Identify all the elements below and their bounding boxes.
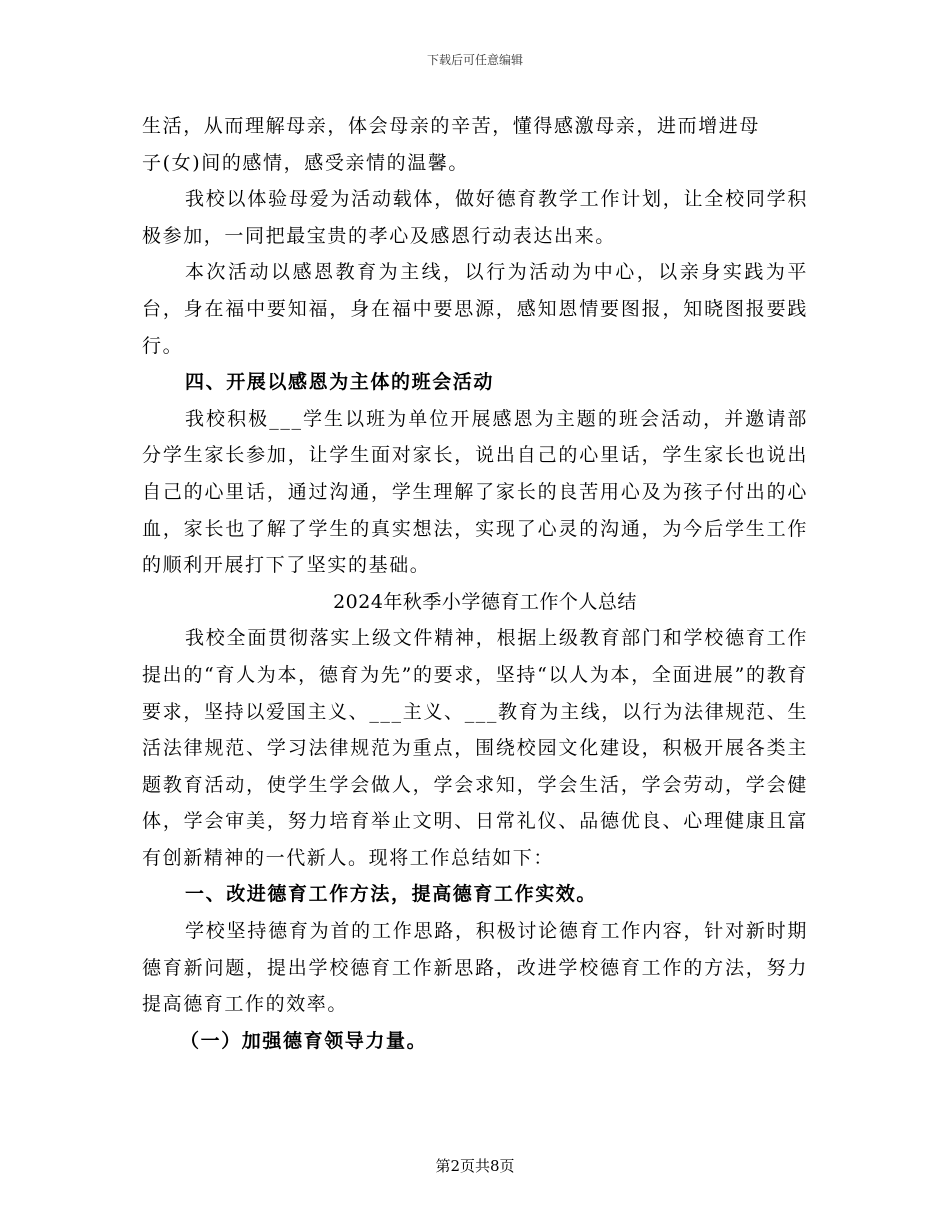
paragraph: 我校积极___学生以班为单位开展感恩为主题的班会活动，并邀请部分学生家长参加，让学生面对家长，说出自己的心里话，学生家长也说出自己的心里话，通过沟通，学生理解了家长的良苦用心及为孩子付出的心血，家长也了解了学生的真实想法，实现了心灵的沟通，为今后学生工作的顺利开展打下了坚实的基础。 — [142, 407, 808, 577]
document-title: 2024年秋季小学德育工作个人总结 — [333, 590, 637, 613]
paragraph: 我校全面贯彻落实上级文件精神，根据上级教育部门和学校德育工作提出的“育人为本，德育为先”的要求，坚持“以人为本，全面进展”的教育要求，坚持以爱国主义、___主义、___教育为主线，以行为法律规范、生活法律规范、学习法律规范为重点，围绕校园文化建设，积极开展各类主题教育活动，使学生学会做人，学会求知，学会生活，学会劳动，学会健体，学会审美，努力培育举止文明、日常礼仪、品德优良、心理健康且富有创新精神的一代新人。现将工作总结如下： — [142, 627, 808, 869]
page-footer: 第2页共8页 — [435, 1157, 515, 1175]
paragraph: 学校坚持德育为首的工作思路，积极讨论德育工作内容，针对新时期德育新问题，提出学校德育工作新思路，改进学校德育工作的方法，努力提高德育工作的效率。 — [142, 920, 808, 1016]
section-heading: 一、改进德育工作方法，提高德育工作实效。 — [185, 883, 598, 906]
paragraph: 我校以体验母爱为活动载体，做好德育教学工作计划，让全校同学积极参加，一同把最宝贵的孝心及感恩行动表达出来。 — [142, 188, 808, 247]
paragraph-continued — [142, 108, 808, 181]
paragraph-line: 生活，从而理解母亲，体会母亲的辛苦，懂得感激母亲，进而增进母 — [142, 115, 761, 137]
subsection-heading: （一）加强德育领导力量。 — [180, 1029, 428, 1052]
paragraph: 本次活动以感恩教育为主线，以行为活动为中心，以亲身实践为平台，身在福中要知福，身在福中要思源，感知恩情要图报，知晓图报要践行。 — [142, 261, 808, 357]
section-heading: 四、开展以感恩为主体的班会活动 — [185, 371, 495, 394]
document-body — [142, 108, 808, 1059]
paragraph-line: 子(女)间的感情，感受亲情的温馨。 — [142, 151, 470, 174]
page-header: 下载后可任意编辑 — [426, 53, 523, 67]
